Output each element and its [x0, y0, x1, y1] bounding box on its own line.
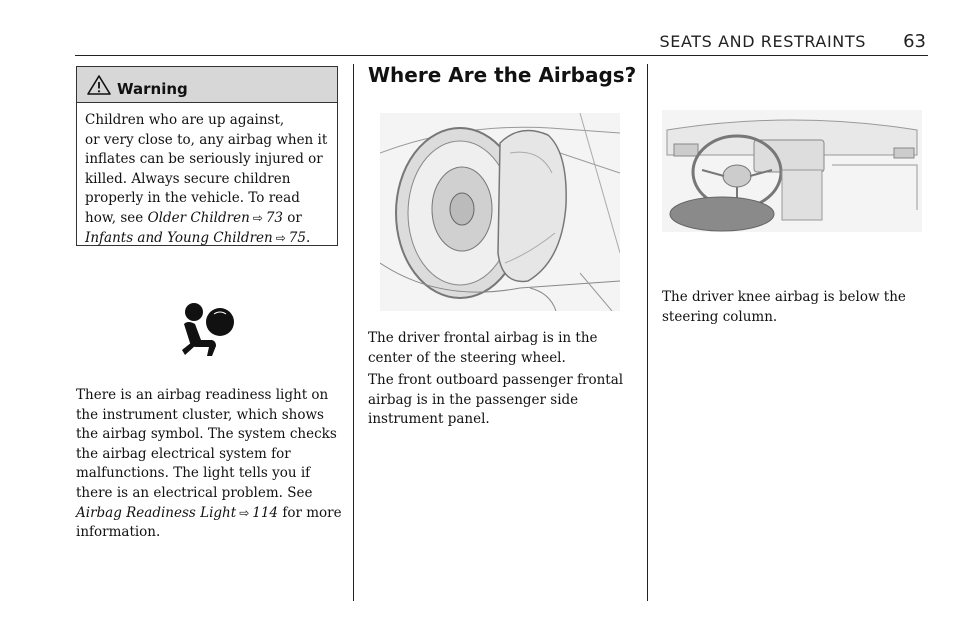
- warning-title: Warning: [117, 80, 188, 98]
- page-header: [75, 30, 928, 56]
- paragraph-line: The driver knee airbag is below the: [662, 289, 906, 305]
- paragraph-line: There is an airbag readiness light on: [76, 387, 329, 403]
- section-heading: Where Are the Airbags?: [368, 63, 637, 87]
- paragraph-line: Airbag Readiness Light ⇨ 114 for more: [76, 504, 342, 521]
- link-airbag-readiness-light[interactable]: Airbag Readiness Light: [76, 504, 237, 521]
- readiness-paragraph: [76, 386, 342, 543]
- knee-airbag-illustration: [662, 110, 922, 232]
- passenger-frontal-paragraph: [368, 371, 623, 430]
- paragraph-line: the airbag electrical system for: [76, 445, 291, 462]
- paragraph-line: malfunctions. The light tells you if: [76, 465, 311, 482]
- knee-airbag-paragraph: [662, 288, 906, 327]
- warning-line: or very close to, any airbag when it: [85, 131, 328, 148]
- page-ref-icon: ⇨: [252, 210, 263, 225]
- page-ref-infants[interactable]: 75: [288, 229, 306, 246]
- paragraph-line: steering column.: [662, 308, 778, 325]
- paragraph-line: The front outboard passenger frontal: [368, 372, 624, 388]
- warning-header: [77, 67, 337, 103]
- paragraph-line: there is an electrical problem. See: [76, 484, 313, 501]
- page-ref-icon: ⇨: [239, 505, 250, 520]
- warning-triangle-icon: [86, 74, 112, 96]
- page-number: 63: [903, 31, 926, 52]
- link-infants-young-children[interactable]: Infants and Young Children: [85, 229, 273, 246]
- paragraph-line: the airbag symbol. The system checks: [76, 426, 337, 443]
- section-title: SEATS AND RESTRAINTS: [659, 32, 866, 51]
- driver-airbag-illustration: [380, 113, 620, 311]
- warning-box: [76, 66, 338, 246]
- page-ref-icon: ⇨: [275, 230, 286, 245]
- warning-line: inflates can be seriously injured or: [85, 151, 323, 168]
- column-divider-left: [353, 64, 354, 601]
- airbag-readiness-icon: [174, 300, 240, 360]
- warning-text: [77, 103, 337, 248]
- paragraph-line: the instrument cluster, which shows: [76, 406, 324, 423]
- driver-frontal-paragraph: [368, 329, 598, 368]
- column-divider-right: [647, 64, 648, 601]
- paragraph-line: airbag is in the passenger side: [368, 391, 579, 408]
- link-older-children[interactable]: Older Children: [147, 209, 250, 226]
- paragraph-line: The driver frontal airbag is in the: [368, 330, 598, 346]
- page-ref-readiness[interactable]: 114: [252, 504, 279, 521]
- page-ref-older-children[interactable]: 73: [265, 209, 284, 226]
- warning-line: properly in the vehicle. To read: [85, 190, 300, 207]
- warning-line: Infants and Young Children ⇨ 75.: [85, 229, 311, 246]
- warning-line: Children who are up against,: [85, 112, 285, 128]
- warning-line: killed. Always secure children: [85, 170, 291, 187]
- paragraph-line: instrument panel.: [368, 411, 490, 428]
- paragraph-line: center of the steering wheel.: [368, 349, 566, 366]
- paragraph-line: information.: [76, 524, 161, 541]
- warning-line: how, see Older Children ⇨ 73 or: [85, 209, 302, 226]
